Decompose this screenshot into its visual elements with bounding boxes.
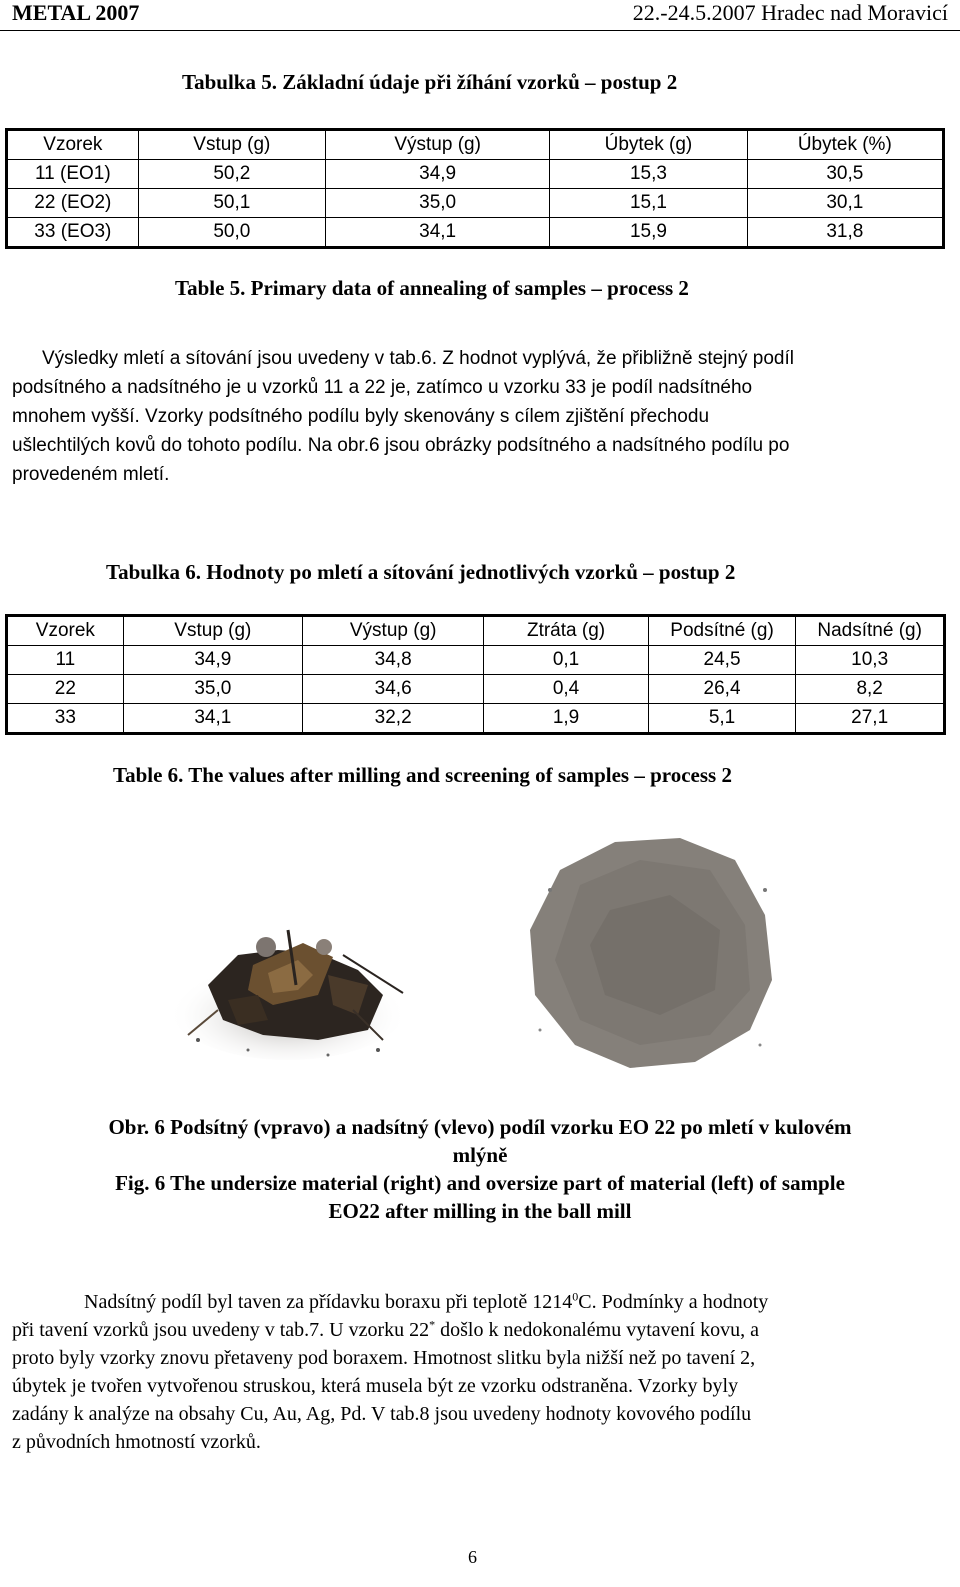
table-row: [7, 218, 944, 248]
text-line: ušlechtilých kovů do tohoto podílu. Na obr.6 jsou obrázky podsítného a nadsítného podílu po: [12, 435, 790, 456]
table-cell: 32,2: [303, 704, 484, 734]
superscript: 0: [572, 1289, 579, 1304]
text-line: zadány k analýze na obsahy Cu, Au, Ag, Pd. V tab.8 jsou uvedeny hodnoty kovového podílu: [12, 1403, 752, 1425]
table-cell: 8,2: [796, 675, 945, 704]
table-row: [7, 189, 944, 218]
table-cell: 22: [7, 675, 124, 704]
table-cell: 35,0: [326, 189, 550, 218]
text-span: Nadsítný podíl byl taven za přídavku boraxu při teplotě 1214: [84, 1291, 573, 1313]
table-header-cell: Úbytek (%): [747, 130, 943, 160]
table-cell: 26,4: [648, 675, 796, 704]
table-cell: 30,5: [747, 160, 943, 189]
table-cell: 34,9: [326, 160, 550, 189]
header-rule: [0, 30, 960, 31]
text-span: došlo k nedokonalému vytavení kovu, a: [435, 1319, 759, 1341]
table-cell: 34,8: [303, 646, 484, 675]
table-row: [7, 646, 945, 675]
table5: [5, 128, 945, 249]
table-cell: 34,1: [326, 218, 550, 248]
table-cell: 10,3: [796, 646, 945, 675]
table-cell: 15,3: [550, 160, 747, 189]
table-header-cell: Ztráta (g): [484, 616, 648, 646]
table-header-cell: Úbytek (g): [550, 130, 747, 160]
undersize-material-photo: [520, 830, 780, 1075]
table-cell: 33: [7, 704, 124, 734]
page-number: 6: [468, 1547, 477, 1567]
table-header-row: [7, 616, 945, 646]
table-header-cell: Vzorek: [7, 616, 124, 646]
table-cell: 31,8: [747, 218, 943, 248]
table-header-cell: Podsítné (g): [648, 616, 796, 646]
table-cell: 5,1: [648, 704, 796, 734]
text-line: proto byly vzorky znovu přetaveny pod boraxem. Hmotnost slitku byla nižší než po tavení 2,: [12, 1347, 756, 1369]
table-cell: 30,1: [747, 189, 943, 218]
table-header-cell: Nadsítné (g): [796, 616, 945, 646]
text-span: C. Podmínky a hodnoty: [578, 1291, 769, 1313]
table-cell: 50,0: [138, 218, 325, 248]
text-line: [12, 1288, 938, 1316]
table-cell: 33 (EO3): [7, 218, 139, 248]
figure6-caption-en-line1: Fig. 6 The undersize material (right) and oversize part of material (left) of sample: [115, 1171, 845, 1195]
table-cell: 24,5: [648, 646, 796, 675]
table-cell: 35,0: [123, 675, 302, 704]
figure6-caption-cz-line2: mlýně: [452, 1143, 508, 1167]
text-line: podsítného a nadsítného je u vzorků 11 a 22 je, zatímco u vzorku 33 je podíl nadsítného: [12, 377, 753, 398]
table-cell: 11 (EO1): [7, 160, 139, 189]
table-cell: 22 (EO2): [7, 189, 139, 218]
table-cell: 0,4: [484, 675, 648, 704]
table-header-cell: Vstup (g): [123, 616, 302, 646]
table6-caption-cz: Tabulka 6. Hodnoty po mletí a sítování jednotlivých vzorků – postup 2: [106, 560, 736, 584]
figure6-caption-en-line2: EO22 after milling in the ball mill: [328, 1199, 632, 1223]
text-line: [12, 1316, 938, 1344]
table-row: [7, 675, 945, 704]
superscript: *: [429, 1317, 436, 1332]
table-cell: 34,1: [123, 704, 302, 734]
table6-caption-en: Table 6. The values after milling and screening of samples – process 2: [113, 763, 732, 787]
table-row: [7, 160, 944, 189]
conference-date-place: 22.-24.5.2007 Hradec nad Moravicí: [632, 0, 948, 25]
table-cell: 0,1: [484, 646, 648, 675]
table5-caption-cz: Tabulka 5. Základní údaje při žíhání vzorků – postup 2: [182, 70, 678, 94]
table-header-cell: Vstup (g): [138, 130, 325, 160]
table-cell: 15,9: [550, 218, 747, 248]
table-header-row: [7, 130, 944, 160]
oversize-material-photo: [168, 835, 424, 1075]
table-cell: 34,6: [303, 675, 484, 704]
table-header-cell: Vzorek: [7, 130, 139, 160]
table-cell: 11: [7, 646, 124, 675]
text-line: úbytek je tvořen vytvořenou struskou, která musela být ze vzorku odstraněna. Vzorky byly: [12, 1375, 739, 1397]
table6: [5, 614, 946, 735]
results-paragraph: [12, 344, 938, 489]
conference-title: METAL 2007: [12, 0, 140, 25]
text-line: mnohem vyšší. Vzorky podsítného podílu byly skenovány s cílem zjištění přechodu: [12, 406, 710, 427]
table-row: [7, 704, 945, 734]
figure6-caption-cz-line1: Obr. 6 Podsítný (vpravo) a nadsítný (vlevo) podíl vzorku EO 22 po mletí v kulovém: [108, 1115, 852, 1139]
table-header-cell: Výstup (g): [326, 130, 550, 160]
text-line: z původních hmotností vzorků.: [12, 1431, 261, 1453]
table-cell: 1,9: [484, 704, 648, 734]
melting-paragraph: [12, 1288, 938, 1456]
text-span: při tavení vzorků jsou uvedeny v tab.7. U vzorku 22: [12, 1319, 430, 1341]
text-line: provedeném mletí.: [12, 464, 170, 485]
table-cell: 27,1: [796, 704, 945, 734]
table-header-cell: Výstup (g): [303, 616, 484, 646]
table-cell: 15,1: [550, 189, 747, 218]
table5-caption-en: Table 5. Primary data of annealing of samples – process 2: [175, 276, 689, 300]
figure6-caption: [0, 1113, 960, 1225]
table-cell: 34,9: [123, 646, 302, 675]
table-cell: 50,1: [138, 189, 325, 218]
text-line: Výsledky mletí a sítování jsou uvedeny v tab.6. Z hodnot vyplývá, že přibližně stejný podíl: [42, 348, 794, 369]
table-cell: 50,2: [138, 160, 325, 189]
